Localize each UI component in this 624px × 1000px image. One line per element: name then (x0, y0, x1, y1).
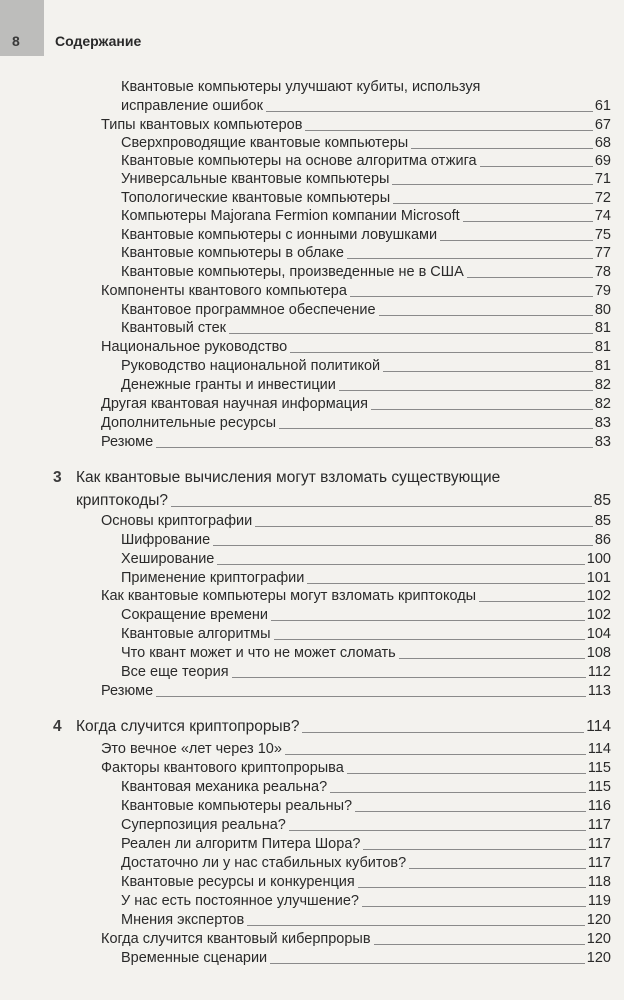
dot-leader (290, 352, 593, 353)
toc-entry-title: Квантовая механика реальна? (121, 779, 328, 795)
toc-entry[interactable] (121, 625, 611, 644)
toc-entry-page: 119 (587, 893, 611, 909)
toc-entry-page: 115 (587, 760, 611, 776)
dot-leader (479, 601, 585, 602)
toc-entry-title: Как квантовые компьютеры могут взломать криптокоды (101, 588, 477, 604)
toc-entry[interactable] (121, 319, 611, 338)
toc-entry-page: 68 (594, 135, 611, 151)
dot-leader (270, 963, 585, 964)
toc-entry-page: 81 (594, 358, 611, 374)
toc-entry-title: Это вечное «лет через 10» (101, 741, 282, 757)
toc-entry[interactable] (101, 338, 611, 357)
toc-entry-title: Руководство национальной политикой (121, 358, 381, 374)
dot-leader (302, 732, 584, 733)
toc-entry-title: Факторы квантового криптопрорыва (101, 760, 344, 776)
toc-entry-title: Денежные гранты и инвестиции (121, 377, 336, 393)
toc-entry[interactable] (121, 644, 611, 663)
dot-leader (374, 944, 585, 945)
toc-entry-page: 104 (586, 626, 611, 642)
dot-leader (156, 696, 586, 697)
dot-leader (274, 639, 585, 640)
toc-entry[interactable] (121, 531, 611, 550)
toc-entry-page: 82 (594, 377, 611, 393)
toc-entry-page: 80 (594, 302, 611, 318)
toc-entry-title: Временные сценарии (121, 950, 268, 966)
toc-entry-page: 74 (594, 208, 611, 224)
toc-entry-page: 86 (594, 532, 611, 548)
chapter-heading[interactable] (76, 490, 611, 511)
toc-entry[interactable] (101, 587, 611, 606)
toc-entry-page: 108 (586, 645, 611, 661)
running-head: Содержание (55, 33, 142, 49)
toc-entry-title: Компоненты квантового компьютера (101, 283, 347, 299)
toc-entry-title: Мнения экспертов (121, 912, 245, 928)
dot-leader (371, 409, 593, 410)
toc-entry[interactable] (121, 873, 611, 892)
dot-leader (355, 811, 586, 812)
dot-leader (392, 184, 592, 185)
toc-entry[interactable] (121, 949, 611, 968)
toc-entry-page: 102 (586, 588, 611, 604)
toc-entry-page: 114 (586, 718, 611, 735)
dot-leader (440, 240, 593, 241)
toc-entry-title: Применение криптографии (121, 570, 305, 586)
toc-entry-title: Квантовые компьютеры, произведенные не в США (121, 264, 464, 280)
dot-leader (156, 447, 593, 448)
toc-entry[interactable] (101, 282, 611, 301)
toc-entry-page: 85 (593, 492, 611, 509)
toc-entry-page: 117 (587, 836, 611, 852)
dot-leader (307, 583, 584, 584)
dot-leader (379, 315, 593, 316)
toc-entry-title: Квантовые компьютеры на основе алгоритма отжига (121, 153, 477, 169)
toc-entry[interactable] (121, 606, 611, 625)
toc-entry[interactable] (101, 433, 611, 452)
toc-entry-title: Компьютеры Majorana Fermion компании Microsoft (121, 208, 460, 224)
toc-entry[interactable] (121, 301, 611, 320)
toc-entry-title: Когда случится квантовый киберпрорыв (101, 931, 371, 947)
toc-entry-page: 113 (587, 683, 611, 699)
toc-entry-page: 112 (587, 664, 611, 680)
toc-entry-title: Квантовые компьютеры с ионными ловушками (121, 227, 438, 243)
toc-entry-page: 101 (586, 570, 611, 586)
dot-leader (467, 277, 593, 278)
toc-entry-page: 114 (587, 741, 611, 757)
dot-leader (271, 620, 585, 621)
toc-entry[interactable] (101, 930, 611, 949)
toc-entry-page: 118 (587, 874, 611, 890)
toc-entry[interactable] (121, 97, 611, 116)
toc-entry[interactable] (121, 134, 611, 153)
toc-entry-page: 102 (586, 607, 611, 623)
toc-entry-page: 100 (586, 551, 611, 567)
toc-entry-title: Другая квантовая научная информация (101, 396, 368, 412)
dot-leader (279, 428, 593, 429)
toc-entry[interactable] (121, 244, 611, 263)
dot-leader (285, 754, 586, 755)
toc-entry-page: 78 (594, 264, 611, 280)
toc-entry[interactable] (121, 226, 611, 245)
dot-leader (393, 203, 593, 204)
toc-entry-title: Квантовые ресурсы и конкуренция (121, 874, 355, 890)
toc-entry-title: Национальное руководство (101, 339, 288, 355)
dot-leader (362, 906, 586, 907)
dot-leader (330, 792, 586, 793)
dot-leader (266, 111, 593, 112)
toc-entry-page: 83 (594, 415, 611, 431)
toc-entry[interactable] (101, 759, 611, 778)
toc-entry-title: Универсальные квантовые компьютеры (121, 171, 390, 187)
dot-leader (229, 333, 593, 334)
toc-entry-page: 82 (594, 396, 611, 412)
dot-leader (358, 887, 586, 888)
chapter-heading[interactable] (53, 467, 611, 488)
toc-entry[interactable] (121, 170, 611, 189)
toc-entry-page: 79 (594, 283, 611, 299)
toc-entry[interactable] (121, 663, 611, 682)
toc-entry-page: 120 (586, 931, 611, 947)
toc-entry-title: Суперпозиция реальна? (121, 817, 286, 833)
toc-entry-title: Квантовое программное обеспечение (121, 302, 376, 318)
toc-entry-page: 120 (586, 912, 611, 928)
dot-leader (213, 545, 593, 546)
dot-leader (171, 506, 592, 507)
toc-entry-page: 116 (587, 798, 611, 814)
toc-entry-title: Что квант может и что не может сломать (121, 645, 396, 661)
dot-leader (399, 658, 585, 659)
toc-entry[interactable] (121, 797, 611, 816)
toc-entry-page: 120 (586, 950, 611, 966)
dot-leader (232, 677, 586, 678)
toc-entry-title: Резюме (101, 683, 154, 699)
toc-entry-title: Квантовые компьютеры реальны? (121, 798, 353, 814)
dot-leader (463, 221, 593, 222)
dot-leader (411, 148, 593, 149)
toc-entry[interactable] (121, 911, 611, 930)
chapter-title: криптокоды? (76, 492, 169, 509)
toc-entry-title: Сокращение времени (121, 607, 269, 623)
toc-entry-page: 85 (594, 513, 611, 529)
toc-entry-page: 81 (594, 320, 611, 336)
chapter-number: 4 (53, 718, 62, 735)
toc-entry-page: 69 (594, 153, 611, 169)
toc-entry-title: Резюме (101, 434, 154, 450)
page-number: 8 (12, 33, 20, 49)
toc-entry-page: 67 (594, 117, 611, 133)
toc-entry-title: Основы криптографии (101, 513, 253, 529)
dot-leader (289, 830, 586, 831)
chapter-heading[interactable] (53, 716, 611, 737)
toc-entry[interactable] (121, 357, 611, 376)
toc-entry-title: Все еще теория (121, 664, 229, 680)
toc-entry-page: 72 (594, 190, 611, 206)
toc-entry[interactable] (121, 892, 611, 911)
toc-entry-page: 83 (594, 434, 611, 450)
toc-entry-title: Шифрование (121, 532, 211, 548)
dot-leader (409, 868, 586, 869)
toc-entry-page: 117 (587, 855, 611, 871)
dot-leader (350, 296, 593, 297)
toc-entry[interactable] (121, 778, 611, 797)
dot-leader (347, 773, 586, 774)
toc-entry[interactable] (121, 152, 611, 171)
toc-entry[interactable] (121, 207, 611, 226)
toc-entry[interactable] (121, 189, 611, 208)
toc-entry[interactable] (101, 116, 611, 135)
toc-entry[interactable] (121, 78, 611, 97)
dot-leader (480, 166, 593, 167)
toc-entry-title: Дополнительные ресурсы (101, 415, 277, 431)
toc-entry-title: Типы квантовых компьютеров (101, 117, 303, 133)
toc-entry[interactable] (101, 740, 611, 759)
toc-entry-title-line1: Квантовые компьютеры улучшают кубиты, используя (121, 79, 481, 95)
page-header (0, 0, 624, 58)
toc-entry-title: Квантовые компьютеры в облаке (121, 245, 344, 261)
dot-leader (339, 390, 593, 391)
toc-entry-page: 75 (594, 227, 611, 243)
dot-leader (255, 526, 593, 527)
dot-leader (247, 925, 585, 926)
toc-entry-title: Топологические квантовые компьютеры (121, 190, 391, 206)
chapter-title: Когда случится криптопрорыв? (76, 718, 300, 735)
toc-entry[interactable] (101, 682, 611, 701)
toc-entry-page: 115 (587, 779, 611, 795)
toc-entry[interactable] (121, 550, 611, 569)
toc-entry-title: Реален ли алгоритм Питера Шора? (121, 836, 361, 852)
toc-entry-title: Достаточно ли у нас стабильных кубитов? (121, 855, 407, 871)
toc-entry-title: У нас есть постоянное улучшение? (121, 893, 359, 909)
page-number-box (0, 0, 44, 56)
toc-entry-title: Квантовый стек (121, 320, 226, 336)
toc-entry-page: 71 (594, 171, 611, 187)
toc-entry-title: исправление ошибок (121, 98, 263, 114)
dot-leader (347, 258, 593, 259)
toc-entry-page: 81 (594, 339, 611, 355)
toc-entry-title: Квантовые алгоритмы (121, 626, 271, 642)
toc-entry-title: Хеширование (121, 551, 215, 567)
dot-leader (363, 849, 585, 850)
toc-entry[interactable] (121, 816, 611, 835)
toc-entry[interactable] (101, 414, 611, 433)
toc-entry-page: 61 (594, 98, 611, 114)
toc-entry[interactable] (121, 263, 611, 282)
toc-entry[interactable] (101, 395, 611, 414)
toc-entry[interactable] (121, 835, 611, 854)
dot-leader (305, 130, 592, 131)
dot-leader (217, 564, 584, 565)
toc-entry-page: 77 (594, 245, 611, 261)
toc-entry-title: Сверхпроводящие квантовые компьютеры (121, 135, 409, 151)
toc-entry-page: 117 (587, 817, 611, 833)
toc-entry[interactable] (121, 854, 611, 873)
toc-entry[interactable] (121, 569, 611, 588)
chapter-title-line1: Как квантовые вычисления могут взломать существующие (76, 469, 501, 486)
chapter-number: 3 (53, 469, 62, 486)
toc-entry[interactable] (121, 376, 611, 395)
toc-entry[interactable] (101, 512, 611, 531)
dot-leader (383, 371, 593, 372)
